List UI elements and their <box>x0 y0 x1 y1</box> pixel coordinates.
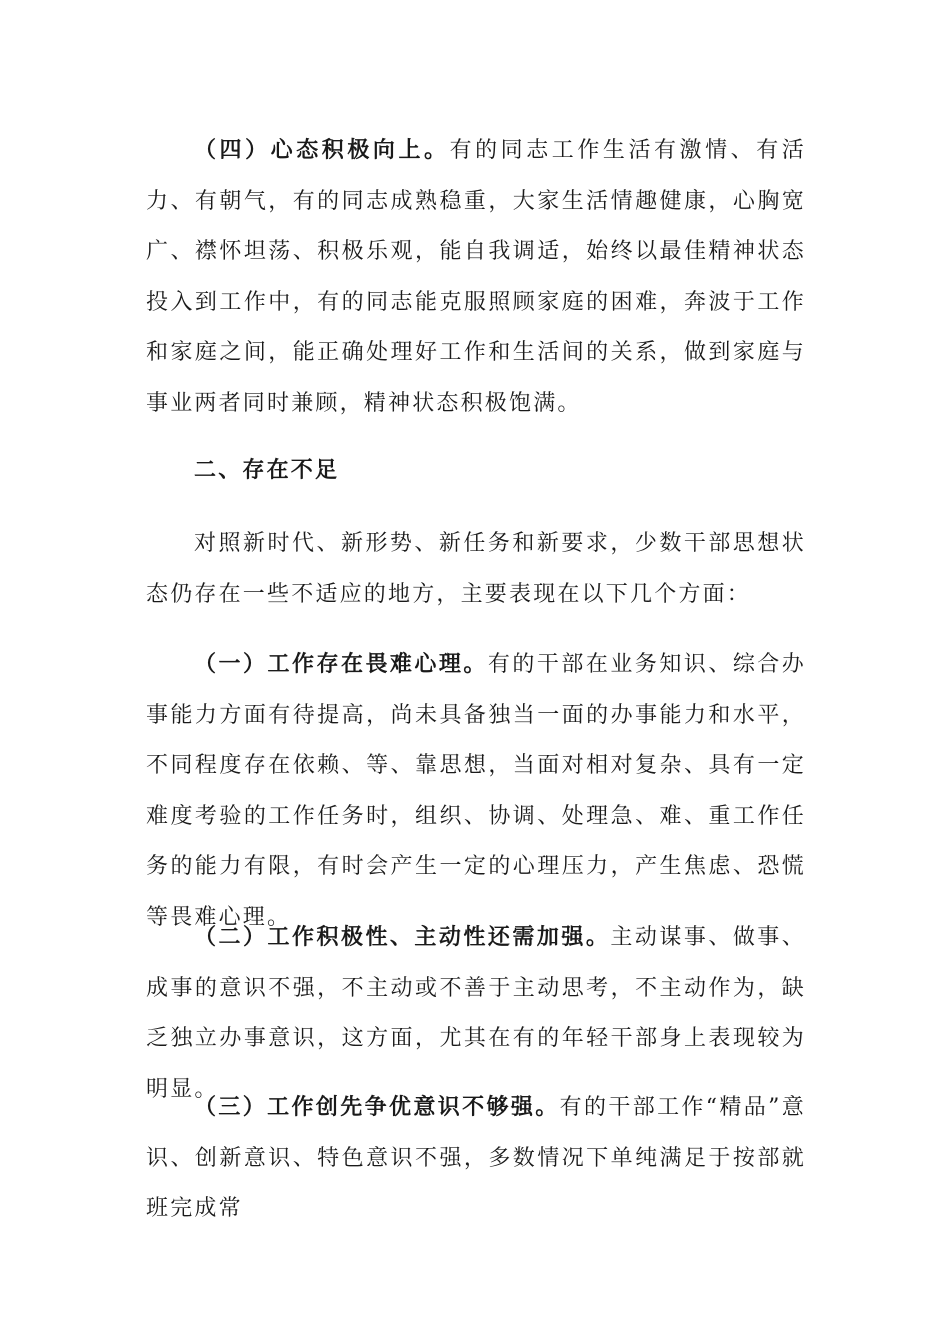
paragraph-lead: （四）心态积极向上。 <box>194 138 450 163</box>
paragraph-excellence <box>146 1083 806 1235</box>
paragraph-lead: （一）工作存在畏难心理。 <box>194 652 488 677</box>
paragraph-body: 有的干部在业务知识、综合办事能力方面有待提高，尚未具备独当一面的办事能力和水平，不同程度存在依赖、等、靠思想，当面对相对复杂、具有一定难度考验的工作任务时，组织、协调、处理急、难、重工作任务的能力有限，有时会产生一定的心理压力，产生焦虑、恐慌等畏难心理。 <box>146 652 806 930</box>
paragraph-intro <box>146 519 806 620</box>
paragraph-lead: （三）工作创先争优意识不够强。 <box>194 1095 560 1120</box>
paragraph-lead: （二）工作积极性、主动性还需加强。 <box>194 925 611 950</box>
paragraph-body: 有的干部工作“精品”意识、创新意识、特色意识不强，多数情况下单纯满足于按部就班完成常 <box>146 1095 806 1221</box>
paragraph-body: 有的同志工作生活有激情、有活力、有朝气，有的同志成熟稳重，大家生活情趣健康，心胸宽广、襟怀坦荡、积极乐观，能自我调适，始终以最佳精神状态投入到工作中，有的同志能克服照顾家庭的困难，奔波于工作和家庭之间，能正确处理好工作和生活间的关系，做到家庭与事业两者同时兼顾，精神状态积极饱满。 <box>146 138 806 416</box>
paragraph-body: 对照新时代、新形势、新任务和新要求，少数干部思想状态仍存在一些不适应的地方，主要表现在以下几个方面： <box>146 531 806 607</box>
paragraph-fear-of-difficulty <box>146 640 806 943</box>
paragraph-body: 主动谋事、做事、成事的意识不强，不主动或不善于主动思考，不主动作为，缺乏独立办事意识，这方面，尤其在有的年轻干部身上表现较为明显。 <box>146 925 806 1102</box>
section-heading-shortcomings: 二、存在不足 <box>194 458 340 483</box>
paragraph-mental-state <box>146 126 806 429</box>
